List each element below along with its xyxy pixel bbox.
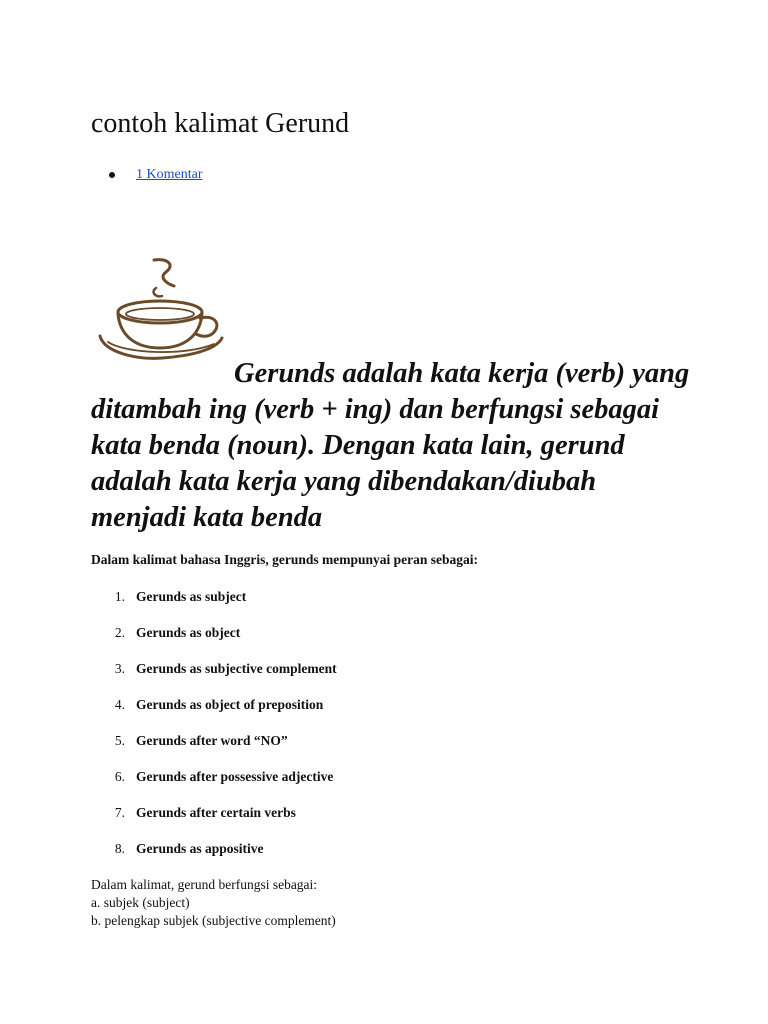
bullet-icon [109, 172, 115, 178]
gerund-roles-list [91, 588, 591, 876]
usage-line: a. subjek (subject) [91, 895, 190, 910]
item-text: Gerunds after possessive adjective [136, 769, 334, 784]
item-number: 5. [114, 733, 125, 748]
list-item [91, 804, 591, 840]
list-item [91, 732, 591, 768]
post-meta [91, 166, 202, 184]
item-number: 3. [114, 661, 125, 676]
item-number: 8. [114, 841, 125, 856]
list-item [91, 840, 591, 876]
list-item [91, 768, 591, 804]
coffee-cup-icon [96, 256, 230, 366]
page-title: contoh kalimat Gerund [91, 108, 350, 139]
list-item [91, 624, 591, 660]
item-text: Gerunds as object [136, 625, 241, 640]
item-text: Gerunds as subjective complement [136, 661, 337, 676]
item-text: Gerunds after certain verbs [136, 805, 296, 820]
item-number: 1. [114, 589, 125, 604]
list-item [91, 166, 202, 184]
item-text: Gerunds as appositive [136, 841, 264, 856]
item-number: 6. [114, 769, 125, 784]
item-text: Gerunds as subject [136, 589, 247, 604]
list-item [91, 696, 591, 732]
comments-link[interactable]: 1 Komentar [136, 167, 203, 182]
intro-text: Dalam kalimat bahasa Inggris, gerunds mempunyai peran sebagai: [91, 552, 479, 567]
usage-section [91, 876, 336, 930]
item-number: 7. [114, 805, 125, 820]
item-number: 4. [114, 697, 125, 712]
lead-paragraph: Gerunds adalah kata kerja (verb) yang ditambah ing (verb + ing) dan berfungsi sebagai kata benda (noun). Dengan kata lain, gerund adalah kata kerja yang dibendakan/diubah menjadi kata benda [91, 358, 690, 533]
list-item [91, 660, 591, 696]
usage-heading: Dalam kalimat, gerund berfungsi sebagai: [91, 877, 318, 892]
item-text: Gerunds as object of preposition [136, 697, 324, 712]
item-number: 2. [114, 625, 125, 640]
list-item [91, 588, 591, 624]
usage-line: b. pelengkap subjek (subjective complement) [91, 913, 336, 928]
item-text: Gerunds after word “NO” [136, 733, 288, 748]
